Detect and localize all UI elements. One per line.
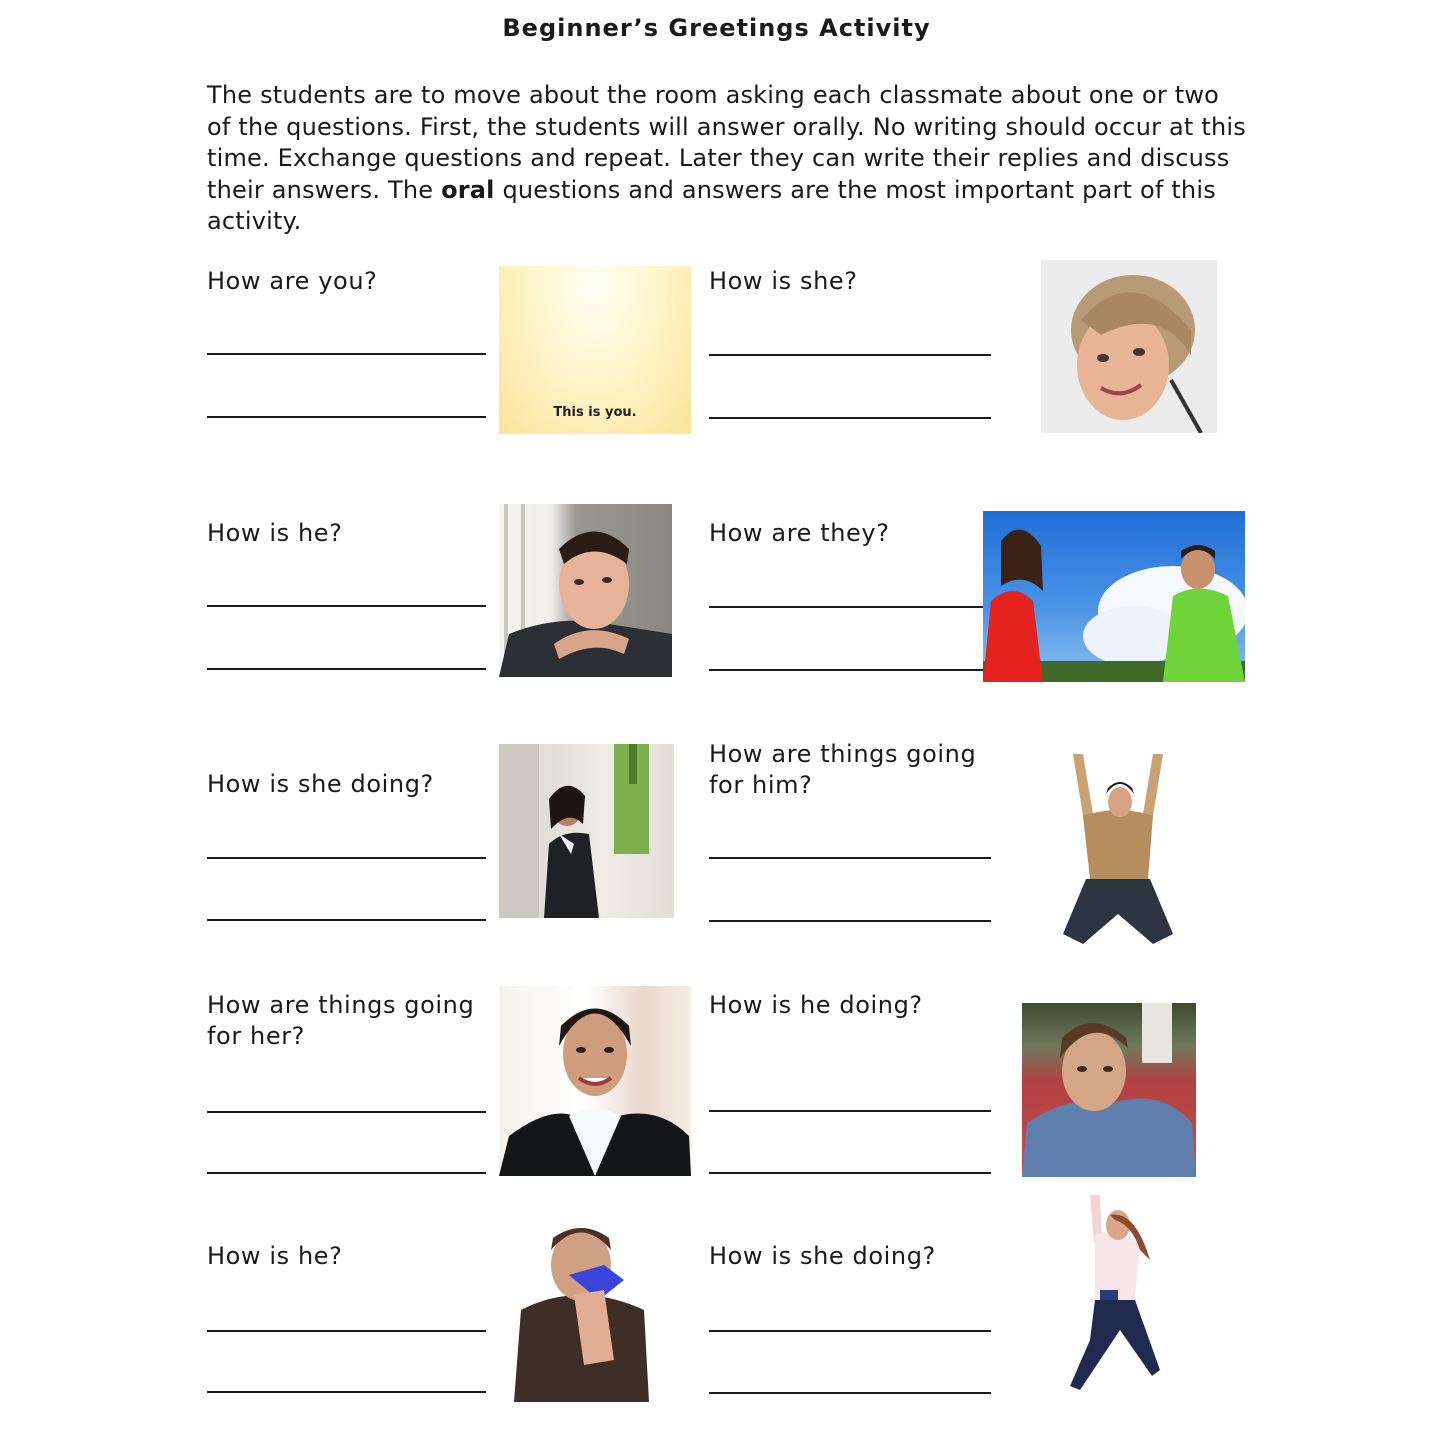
instructions-text-2: questions and answers are the most important part of this activity.: [207, 175, 1216, 235]
answer-line[interactable]: [207, 605, 486, 607]
question-how-are-things-going-for-him: How are things going for him?: [709, 740, 977, 799]
answer-line[interactable]: [207, 353, 486, 355]
question-how-are-they: How are they?: [709, 519, 890, 547]
answer-line[interactable]: [709, 1392, 991, 1394]
man-blowing-nose-photo: [509, 1220, 653, 1402]
question-how-is-she: How is she?: [709, 267, 858, 295]
answer-line[interactable]: [207, 857, 486, 859]
answer-line[interactable]: [207, 919, 486, 921]
answer-line[interactable]: [709, 606, 983, 608]
couple-outdoors-photo: [983, 511, 1245, 682]
woman-leaning-photo: [499, 744, 674, 918]
question-how-are-you: How are you?: [207, 267, 378, 295]
answer-line[interactable]: [709, 417, 991, 419]
question-how-are-things-going-for-her: How are things going for her?: [207, 991, 475, 1050]
answer-line[interactable]: [709, 1172, 991, 1174]
woman-jumping-photo: [1040, 1190, 1170, 1420]
answer-line[interactable]: [709, 354, 991, 356]
question-how-is-she-doing: How is she doing?: [207, 770, 434, 798]
woman-short-hair-photo: [1041, 260, 1217, 433]
answer-line[interactable]: [207, 1172, 486, 1174]
answer-line[interactable]: [207, 1111, 486, 1113]
question-how-is-she-doing-2: How is she doing?: [709, 1242, 936, 1270]
businesswoman-photo: [499, 986, 691, 1176]
instructions-bold-word: oral: [441, 175, 495, 204]
instructions-paragraph: [207, 80, 1247, 238]
question-how-is-he-doing: How is he doing?: [709, 991, 923, 1019]
answer-line[interactable]: [709, 1330, 991, 1332]
answer-line[interactable]: [207, 1330, 486, 1332]
instructions-text-1: The students are to move about the room asking each classmate about one or two of the questions. First, the students will answer orally. No writing should occur at this time. Exchange questions and repeat. Later they can write their replies and discuss their answers. The: [207, 81, 1246, 204]
sun-glow-picture: [499, 266, 691, 434]
question-how-is-he: How is he?: [207, 519, 343, 547]
answer-line[interactable]: [709, 857, 991, 859]
man-kneeling-arms-raised-photo: [1058, 744, 1178, 946]
answer-line[interactable]: [709, 920, 991, 922]
answer-line[interactable]: [709, 669, 983, 671]
young-man-blue-shirt-photo: [1022, 1003, 1196, 1177]
man-thinking-photo: [499, 504, 672, 677]
picture-caption: This is you.: [553, 405, 637, 420]
answer-line[interactable]: [207, 1391, 486, 1393]
answer-line[interactable]: [207, 416, 486, 418]
answer-line[interactable]: [207, 668, 486, 670]
page-title: Beginner’s Greetings Activity: [502, 14, 931, 42]
answer-line[interactable]: [709, 1110, 991, 1112]
question-how-is-he-2: How is he?: [207, 1242, 343, 1270]
